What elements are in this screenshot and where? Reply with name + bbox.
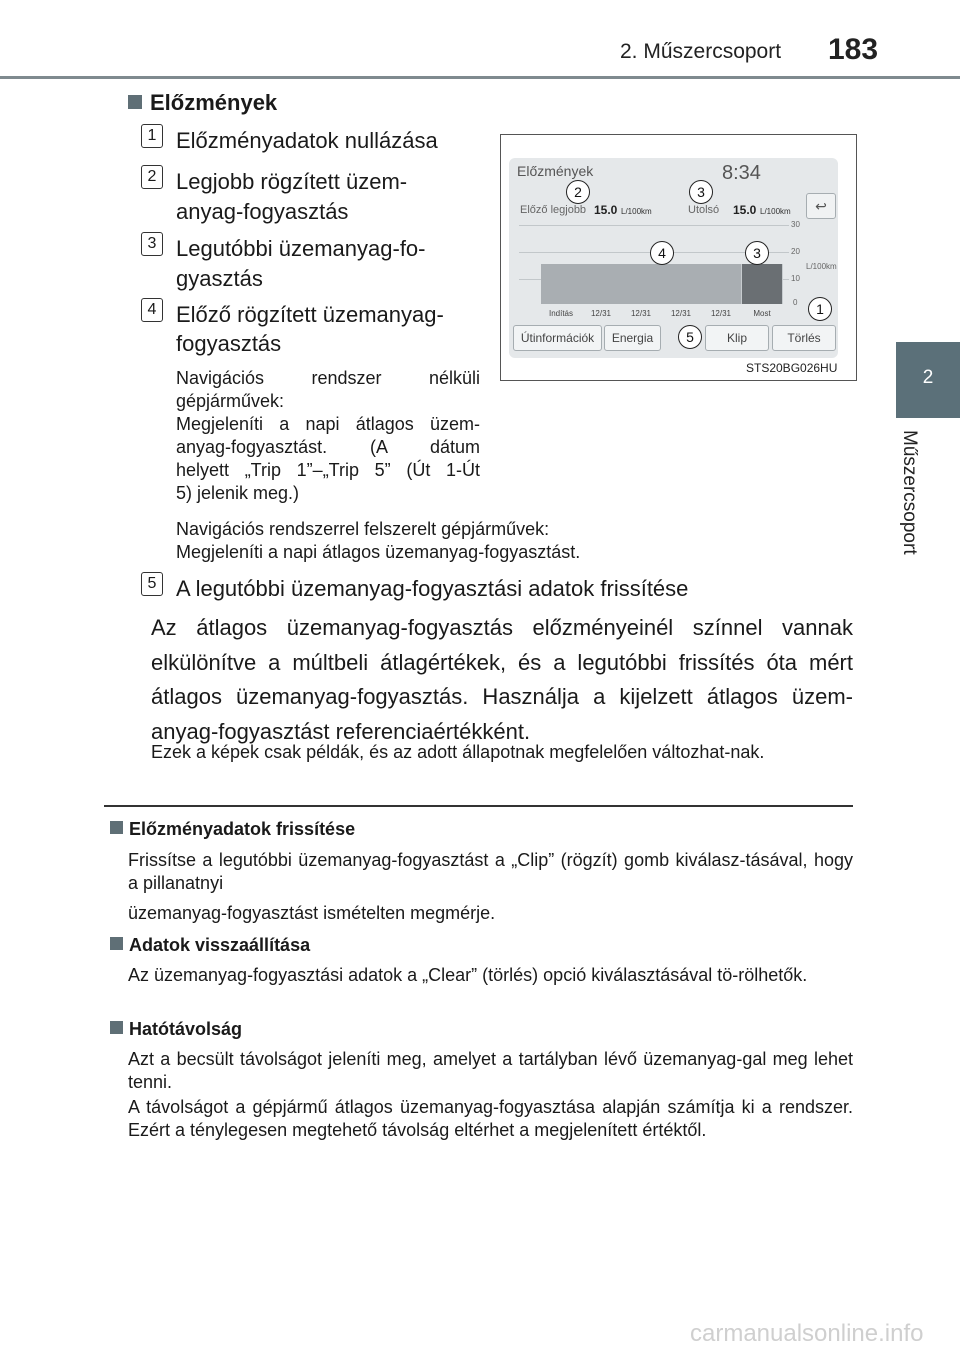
best-unit: L/100km xyxy=(621,207,652,216)
best-value: 15.0 xyxy=(594,203,618,217)
item-4-line-1: Előző rögzített üzemanyag- xyxy=(176,302,444,327)
bar-day-2 xyxy=(621,264,662,304)
callout-5: 5 xyxy=(678,325,702,349)
screen-title: Előzmények xyxy=(517,163,594,179)
item-4-line-2: fogyasztás xyxy=(176,331,282,356)
subsection-heading-refresh: Előzményadatok frissítése xyxy=(110,819,355,840)
x-label-4: 12/31 xyxy=(710,309,732,318)
last-value: 15.0 xyxy=(733,203,757,217)
chapter-tab-number: 2 xyxy=(922,367,934,388)
page-number: 183 xyxy=(828,33,879,66)
bar-day-1 xyxy=(581,264,622,304)
bar-start xyxy=(541,264,582,304)
subsection-range-para-2: A távolságot a gépjármű átlagos üzemanyag-fogyasztása alapján számítja ki a rendszer. Ezért a ténylegesen megtehető távolság eltérhet a megjelenített értéktől. xyxy=(128,1097,853,1140)
gridline-30 xyxy=(519,225,789,226)
item-3-line-2: gyasztás xyxy=(176,266,263,291)
item-number-4: 4 xyxy=(141,298,163,322)
x-label-start: Indítás xyxy=(548,309,573,318)
y-tick-20: 20 xyxy=(791,247,800,256)
x-label-1: 12/31 xyxy=(590,309,612,318)
clip-button: Klip xyxy=(705,325,769,351)
clear-button: Törlés xyxy=(772,325,836,351)
item-number-5: 5 xyxy=(141,572,163,596)
x-label-3: 12/31 xyxy=(670,309,692,318)
note-with-nav: Navigációs rendszerrel felszerelt gépjárművek: Megjeleníti a napi átlagos üzemanyag-fogyasztást. xyxy=(176,519,581,562)
best-label: Előző legjobb xyxy=(520,204,587,216)
last-unit: L/100km xyxy=(760,207,791,216)
subsection-heading-reset: Adatok visszaállítása xyxy=(110,935,310,956)
section-heading: Előzmények xyxy=(128,90,277,116)
subsection-heading-range: Hatótávolság xyxy=(110,1019,242,1040)
x-label-now: Most xyxy=(753,309,771,318)
figure-code: STS20BG026HU xyxy=(746,361,838,375)
subsection-refresh-para-2: üzemanyag-fogyasztást ismételten megmérje. xyxy=(128,903,496,923)
header-rule xyxy=(0,76,960,79)
item-number-3: 3 xyxy=(141,232,163,256)
back-button: ↩ xyxy=(806,193,836,219)
main-paragraph: Az átlagos üzemanyag-fogyasztás előzményeinél színnel vannak elkülönítve a múltbeli átlagértékek, és a legutóbbi frissítés óta mért átlagos üzemanyag-fogyasztás. Használja a kijelzett átlagos üzem-anyag-fogyasztást referenciaértékként. xyxy=(151,615,853,744)
item-1-text: Előzményadatok nullázása xyxy=(176,128,438,153)
square-bullet-icon xyxy=(110,937,123,950)
callout-3a: 3 xyxy=(689,180,713,204)
note-without-nav: Navigációs rendszer nélküli gépjárművek: Megjeleníti a napi átlagos üzem- anyag-fogyasztást. (A dátum helyett „Trip 1”–„Trip 5” (Út 1-Út 5) jelenik meg.) xyxy=(176,368,480,503)
trip-info-button: Útinformációk xyxy=(513,325,602,351)
y-tick-30: 30 xyxy=(791,220,800,229)
subsection-range-para-1: Azt a becsült távolságot jeleníti meg, amelyet a tartályban lévő üzemanyag-gal meg lehet tenni. xyxy=(128,1049,853,1092)
energy-button: Energia xyxy=(604,325,661,351)
example-note: Ezek a képek csak példák, és az adott állapotnak megfelelően változhat-nak. xyxy=(151,742,765,762)
bar-day-4 xyxy=(701,264,742,304)
square-bullet-icon xyxy=(110,821,123,834)
callout-4: 4 xyxy=(650,241,674,265)
item-3-line-1: Legutóbbi üzemanyag-fo- xyxy=(176,236,426,261)
section-divider xyxy=(104,805,853,807)
chapter-tab-label: Műszercsoport xyxy=(899,430,920,555)
bar-day-3 xyxy=(661,264,702,304)
x-label-2: 12/31 xyxy=(630,309,652,318)
screen-clock: 8:34 xyxy=(722,162,761,184)
subsection-reset-para: Az üzemanyag-fogyasztási adatok a „Clear” (törlés) opció kiválasztásával tö-rölhetők. xyxy=(128,965,808,985)
y-unit: L/100km xyxy=(806,262,837,271)
square-bullet-icon xyxy=(110,1021,123,1034)
footer-watermark: carmanualsonline.info xyxy=(690,1320,924,1347)
callout-2: 2 xyxy=(566,180,590,204)
item-number-2: 2 xyxy=(141,165,163,189)
item-2-line-2: anyag-fogyasztás xyxy=(176,199,349,224)
square-bullet-icon xyxy=(128,95,142,109)
bar-now xyxy=(742,264,783,304)
y-tick-10: 10 xyxy=(791,274,800,283)
y-tick-0: 0 xyxy=(793,298,798,307)
item-number-1: 1 xyxy=(141,124,163,148)
item-2-line-1: Legjobb rögzített üzem- xyxy=(176,169,408,194)
callout-3b: 3 xyxy=(745,241,769,265)
callout-1: 1 xyxy=(808,297,832,321)
item-5-text: A legutóbbi üzemanyag-fogyasztási adatok frissítése xyxy=(176,576,689,601)
last-label: Utolsó xyxy=(688,204,720,216)
running-header-section: 2. Műszercsoport xyxy=(620,40,782,63)
subsection-refresh-para-1: Frissítse a legutóbbi üzemanyag-fogyasztást a „Clip” (rögzít) gomb kiválasz-tásával, hogy a pillanatnyi xyxy=(128,850,853,893)
